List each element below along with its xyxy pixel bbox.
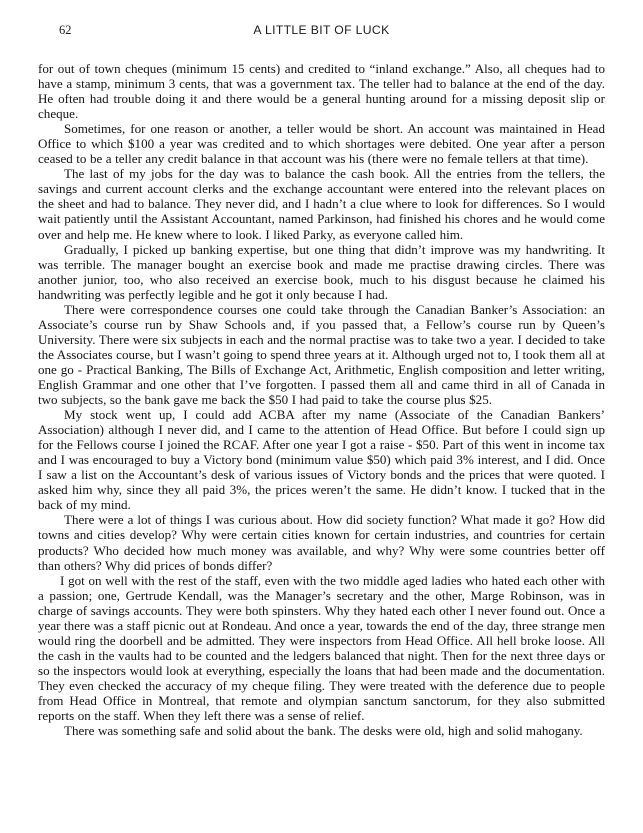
running-head bbox=[38, 22, 605, 40]
para-cash-book: The last of my jobs for the day was to balance the cash book. All the entries from the tellers, the savings and current account clerks and the exchange accountant were entered into the relevant places on the sheet and had to balance. They never did, and I hadn’t a clue where to look for differences. So I would wait patiently until the Assistant Accountant, named Parkinson, had finished his chores and he would come over and help me. He knew where to look. I liked Parky, as everyone called him. bbox=[38, 166, 605, 242]
body-text-column bbox=[38, 61, 605, 738]
para-curious: There were a lot of things I was curious about. How did society function? What made it go? How did towns and cities develop? Why were certain cities known for certain industries, and countries for certain products? Who decided how much money was available, and why? Why were some countries better off than others? Why did prices of bonds differ? bbox=[38, 512, 605, 573]
para-handwriting: Gradually, I picked up banking expertise, but one thing that didn’t improve was my handwriting. It was terrible. The manager bought an exercise book and made me practise drawing circles. There was another junior, too, who also received an exercise book, much to his disgust because he claimed his handwriting was perfectly legible and he got it only because I had. bbox=[38, 241, 605, 302]
para-acba-rcaf: My stock went up, I could add ACBA after my name (Associate of the Canadian Bankers’ Association) although I never did, and I came to the attention of Head Office. But before I could sign up for the Fellows course I joined the RCAF. After one year I got a raise - $50. Part of this went in income tax and I was encouraged to buy a Victory bond (minimum value $50) which paid 3% interest, and I did. Once I saw a list on the Accountant’s desk of various issues of Victory bonds and the prices that were quoted. I asked him why, since they all paid 3%, the prices weren’t the same. He didn’t know. I tucked that in the back of my mind. bbox=[38, 407, 605, 513]
para-staff: I got on well with the rest of the staff, even with the two middle aged ladies who hated each other with a passion; one, Gertrude Kendall, was the Manager’s secretary and the other, Marge Robinson, was in charge of savings accounts. They were both spinsters. Why they hated each other I never found out. Once a year there was a staff picnic out at Rondeau. And once a year, towards the end of the day, three strange men would ring the doorbell and be admitted. They were inspectors from Head Office. All hell broke loose. All the cash in the vaults had to be counted and the ledgers balanced that night. Then for the next three days or so the inspectors would look at everything, especially the loans that had been made and the documentation. They even checked the accuracy of my cheque filing. They were treated with the deference due to people from Head Office in Montreal, that remote and olympian sanctum sanctorum, for they also submitted reports on the staff. When they left there was a sense of relief. bbox=[38, 572, 605, 724]
book-title-header: A LITTLE BIT OF LUCK bbox=[253, 23, 390, 37]
page-number: 62 bbox=[59, 23, 72, 37]
para-teller-short: Sometimes, for one reason or another, a teller would be short. An account was maintained in Head Office to which $100 a year was credited and to which shortages were debited. One year after a person ceased to be a teller any credit balance in that account was his (there were no female tellers at that time). bbox=[38, 121, 605, 167]
para-cheques-continuation: for out of town cheques (minimum 15 cents) and credited to “inland exchange.” Also, all cheques had to have a stamp, minimum 3 cents, that was a government tax. The teller had to balance at the end of the day. He often had trouble doing it and there would be a general hunting around for a missing deposit slip or cheque. bbox=[38, 61, 605, 122]
para-correspondence-courses: There were correspondence courses one could take through the Canadian Banker’s Association: an Associate’s course run by Shaw Schools and, if you passed that, a Fellow’s course run by Queen’s University. There were six subjects in each and the normal practise was to take two a year. I decided to take the Associates course, but I wasn’t going to spend three years at it. Although urged not to, I took them all at one go - Practical Banking, The Bills of Exchange Act, Arithmetic, English composition and letter writing, English Grammar and one other that I’ve forgotten. I passed them all and came third in all of Canada in two subjects, so the bank gave me back the $50 I had paid to take the course plus $25. bbox=[38, 301, 605, 408]
para-safe-and-solid: There was something safe and solid about the bank. The desks were old, high and solid mahogany. bbox=[64, 723, 583, 739]
